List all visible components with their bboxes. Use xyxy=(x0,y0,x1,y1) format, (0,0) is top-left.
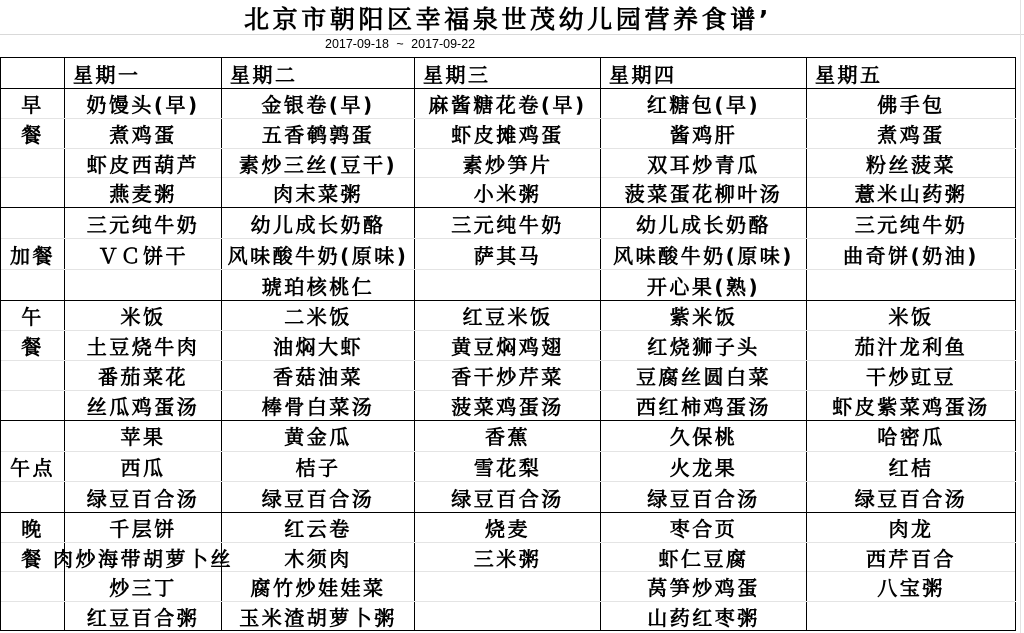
date-range: 2017-09-18 ~ 2017-09-22 xyxy=(325,37,476,51)
dish-cell: 紫米饭 xyxy=(601,301,807,330)
dish-cell: 肉炒海带胡萝卜丝 xyxy=(65,543,222,572)
dish-cell: 绿豆百合汤 xyxy=(807,482,1016,512)
dish-cell: 肉末菜粥 xyxy=(222,178,415,207)
menu-row xyxy=(1,361,1016,391)
meal-label-cell: 餐 xyxy=(1,331,65,360)
dish-cell: 三米粥 xyxy=(415,543,601,572)
dish-cell: 煮鸡蛋 xyxy=(65,119,222,148)
weekday-header: 星期三 xyxy=(415,58,601,88)
dish-cell: 米饭 xyxy=(65,301,222,330)
dish-cell: 金银卷(早) xyxy=(222,89,415,118)
dish-cell: 风味酸牛奶(原味) xyxy=(222,239,415,269)
dish-cell: 茄汁龙利鱼 xyxy=(807,331,1016,360)
meal-label-cell: 午 xyxy=(1,301,65,330)
weekday-header: 星期四 xyxy=(601,58,807,88)
dish-cell: 豆腐丝圆白菜 xyxy=(601,361,807,390)
dish-cell: 琥珀核桃仁 xyxy=(222,270,415,300)
header-corner-cell xyxy=(1,58,65,88)
dish-cell: ＶＣ饼干 xyxy=(65,239,222,269)
dish-cell: 风味酸牛奶(原味) xyxy=(601,239,807,269)
dish-cell: 火龙果 xyxy=(601,452,807,482)
dish-cell: 腐竹炒娃娃菜 xyxy=(222,572,415,601)
weekday-header: 星期一 xyxy=(65,58,222,88)
dish-cell: 红云卷 xyxy=(222,513,415,542)
dish-cell: 雪花梨 xyxy=(415,452,601,482)
dish-cell: 薏米山药粥 xyxy=(807,178,1016,207)
weekday-header: 星期二 xyxy=(222,58,415,88)
dish-cell: 丝瓜鸡蛋汤 xyxy=(65,391,222,420)
dish-cell: 千层饼 xyxy=(65,513,222,542)
dish-cell xyxy=(415,572,601,601)
dish-cell: 粉丝菠菜 xyxy=(807,149,1016,178)
menu-row xyxy=(1,208,1016,239)
menu-row xyxy=(1,119,1016,149)
meal-label-cell xyxy=(1,602,65,631)
meal-label-cell xyxy=(1,178,65,207)
meal-label-cell xyxy=(1,149,65,178)
menu-row xyxy=(1,513,1016,543)
dish-cell: 香菇油菜 xyxy=(222,361,415,390)
meal-label-cell: 早 xyxy=(1,89,65,118)
dish-cell: 枣合页 xyxy=(601,513,807,542)
dish-cell: 桔子 xyxy=(222,452,415,482)
dish-cell: 炒三丁 xyxy=(65,572,222,601)
dish-cell: 酱鸡肝 xyxy=(601,119,807,148)
menu-title: 北京市朝阳区幸福泉世茂幼儿园营养食谱’ xyxy=(244,4,772,34)
dish-cell: 西红柿鸡蛋汤 xyxy=(601,391,807,420)
menu-row xyxy=(1,239,1016,270)
sheet-gridline xyxy=(1020,0,1021,633)
dish-cell: 西瓜 xyxy=(65,452,222,482)
menu-row xyxy=(1,149,1016,179)
dish-cell: 木须肉 xyxy=(222,543,415,572)
dish-cell: 素炒三丝(豆干) xyxy=(222,149,415,178)
dish-cell xyxy=(807,270,1016,300)
meal-label-cell xyxy=(1,482,65,512)
menu-row xyxy=(1,543,1016,573)
menu-row xyxy=(1,421,1016,452)
dish-cell: 开心果(熟) xyxy=(601,270,807,300)
dish-cell: 山药红枣粥 xyxy=(601,602,807,631)
dish-cell: 绿豆百合汤 xyxy=(601,482,807,512)
dish-cell: 二米饭 xyxy=(222,301,415,330)
dish-cell: 红豆百合粥 xyxy=(65,602,222,631)
dish-cell: 菠菜鸡蛋汤 xyxy=(415,391,601,420)
menu-table xyxy=(0,57,1016,631)
meal-label-cell xyxy=(1,270,65,300)
dish-cell: 麻酱糖花卷(早) xyxy=(415,89,601,118)
dish-cell: 虾皮摊鸡蛋 xyxy=(415,119,601,148)
weekday-header-row xyxy=(1,58,1016,89)
dish-cell: 虾皮西葫芦 xyxy=(65,149,222,178)
dish-cell: 烧麦 xyxy=(415,513,601,542)
menu-row xyxy=(1,270,1016,300)
dish-cell: 黄豆焖鸡翅 xyxy=(415,331,601,360)
meal-label-cell: 餐 xyxy=(1,119,65,148)
dish-cell: 黄金瓜 xyxy=(222,421,415,451)
dish-cell: 莴笋炒鸡蛋 xyxy=(601,572,807,601)
dish-cell: 香蕉 xyxy=(415,421,601,451)
dish-cell: 香干炒芹菜 xyxy=(415,361,601,390)
meal-label-cell xyxy=(1,208,65,238)
dish-cell: 油焖大虾 xyxy=(222,331,415,360)
dish-cell: 燕麦粥 xyxy=(65,178,222,207)
menu-row xyxy=(1,452,1016,483)
dish-cell: 佛手包 xyxy=(807,89,1016,118)
sheet-gridline xyxy=(0,34,1024,35)
dish-cell xyxy=(415,270,601,300)
dish-cell: 双耳炒青瓜 xyxy=(601,149,807,178)
dish-cell: 红糖包(早) xyxy=(601,89,807,118)
dish-cell: 绿豆百合汤 xyxy=(65,482,222,512)
dish-cell: 奶馒头(早) xyxy=(65,89,222,118)
menu-row xyxy=(1,391,1016,420)
menu-row xyxy=(1,482,1016,512)
dish-cell: 素炒笋片 xyxy=(415,149,601,178)
dish-cell: 红豆米饭 xyxy=(415,301,601,330)
meal-label-cell: 加餐 xyxy=(1,239,65,269)
meal-group-breakfast xyxy=(1,89,1016,208)
dish-cell: 萨其马 xyxy=(415,239,601,269)
dish-cell: 八宝粥 xyxy=(807,572,1016,601)
dish-cell: 肉龙 xyxy=(807,513,1016,542)
meal-label-cell xyxy=(1,391,65,420)
dish-cell: 土豆烧牛肉 xyxy=(65,331,222,360)
dish-cell: 五香鹌鹑蛋 xyxy=(222,119,415,148)
dish-cell: 绿豆百合汤 xyxy=(222,482,415,512)
dish-cell: 苹果 xyxy=(65,421,222,451)
meal-label-cell xyxy=(1,361,65,390)
meal-group-lunch xyxy=(1,301,1016,421)
dish-cell: 幼儿成长奶酪 xyxy=(222,208,415,238)
menu-row xyxy=(1,602,1016,631)
dish-cell: 米饭 xyxy=(807,301,1016,330)
meal-group-morning-snack xyxy=(1,208,1016,301)
meal-label-cell xyxy=(1,572,65,601)
dish-cell: 番茄菜花 xyxy=(65,361,222,390)
dish-cell: 干炒豇豆 xyxy=(807,361,1016,390)
dish-cell: 虾皮紫菜鸡蛋汤 xyxy=(807,391,1016,420)
dish-cell: 三元纯牛奶 xyxy=(415,208,601,238)
dish-cell: 玉米渣胡萝卜粥 xyxy=(222,602,415,631)
dish-cell: 棒骨白菜汤 xyxy=(222,391,415,420)
dish-cell xyxy=(807,602,1016,631)
meal-label-cell: 晚 xyxy=(1,513,65,542)
menu-row xyxy=(1,89,1016,119)
menu-row xyxy=(1,572,1016,602)
dish-cell: 西芹百合 xyxy=(807,543,1016,572)
dish-cell: 幼儿成长奶酪 xyxy=(601,208,807,238)
dish-cell: 久保桃 xyxy=(601,421,807,451)
dish-cell: 红桔 xyxy=(807,452,1016,482)
dish-cell: 煮鸡蛋 xyxy=(807,119,1016,148)
dish-cell: 虾仁豆腐 xyxy=(601,543,807,572)
dish-cell: 小米粥 xyxy=(415,178,601,207)
meal-label-cell: 午点 xyxy=(1,452,65,482)
meal-group-dinner xyxy=(1,513,1016,631)
meal-label-cell xyxy=(1,421,65,451)
dish-cell: 哈密瓜 xyxy=(807,421,1016,451)
dish-cell: 三元纯牛奶 xyxy=(807,208,1016,238)
meal-group-afternoon-snack xyxy=(1,421,1016,513)
dish-cell: 三元纯牛奶 xyxy=(65,208,222,238)
dish-cell xyxy=(415,602,601,631)
dish-cell: 绿豆百合汤 xyxy=(415,482,601,512)
dish-cell: 菠菜蛋花柳叶汤 xyxy=(601,178,807,207)
meal-label-cell: 餐 xyxy=(1,543,65,572)
dish-cell: 曲奇饼(奶油) xyxy=(807,239,1016,269)
dish-cell: 红烧狮子头 xyxy=(601,331,807,360)
menu-row xyxy=(1,331,1016,361)
menu-row xyxy=(1,301,1016,331)
menu-row xyxy=(1,178,1016,207)
dish-cell xyxy=(65,270,222,300)
weekday-header: 星期五 xyxy=(807,58,1016,88)
